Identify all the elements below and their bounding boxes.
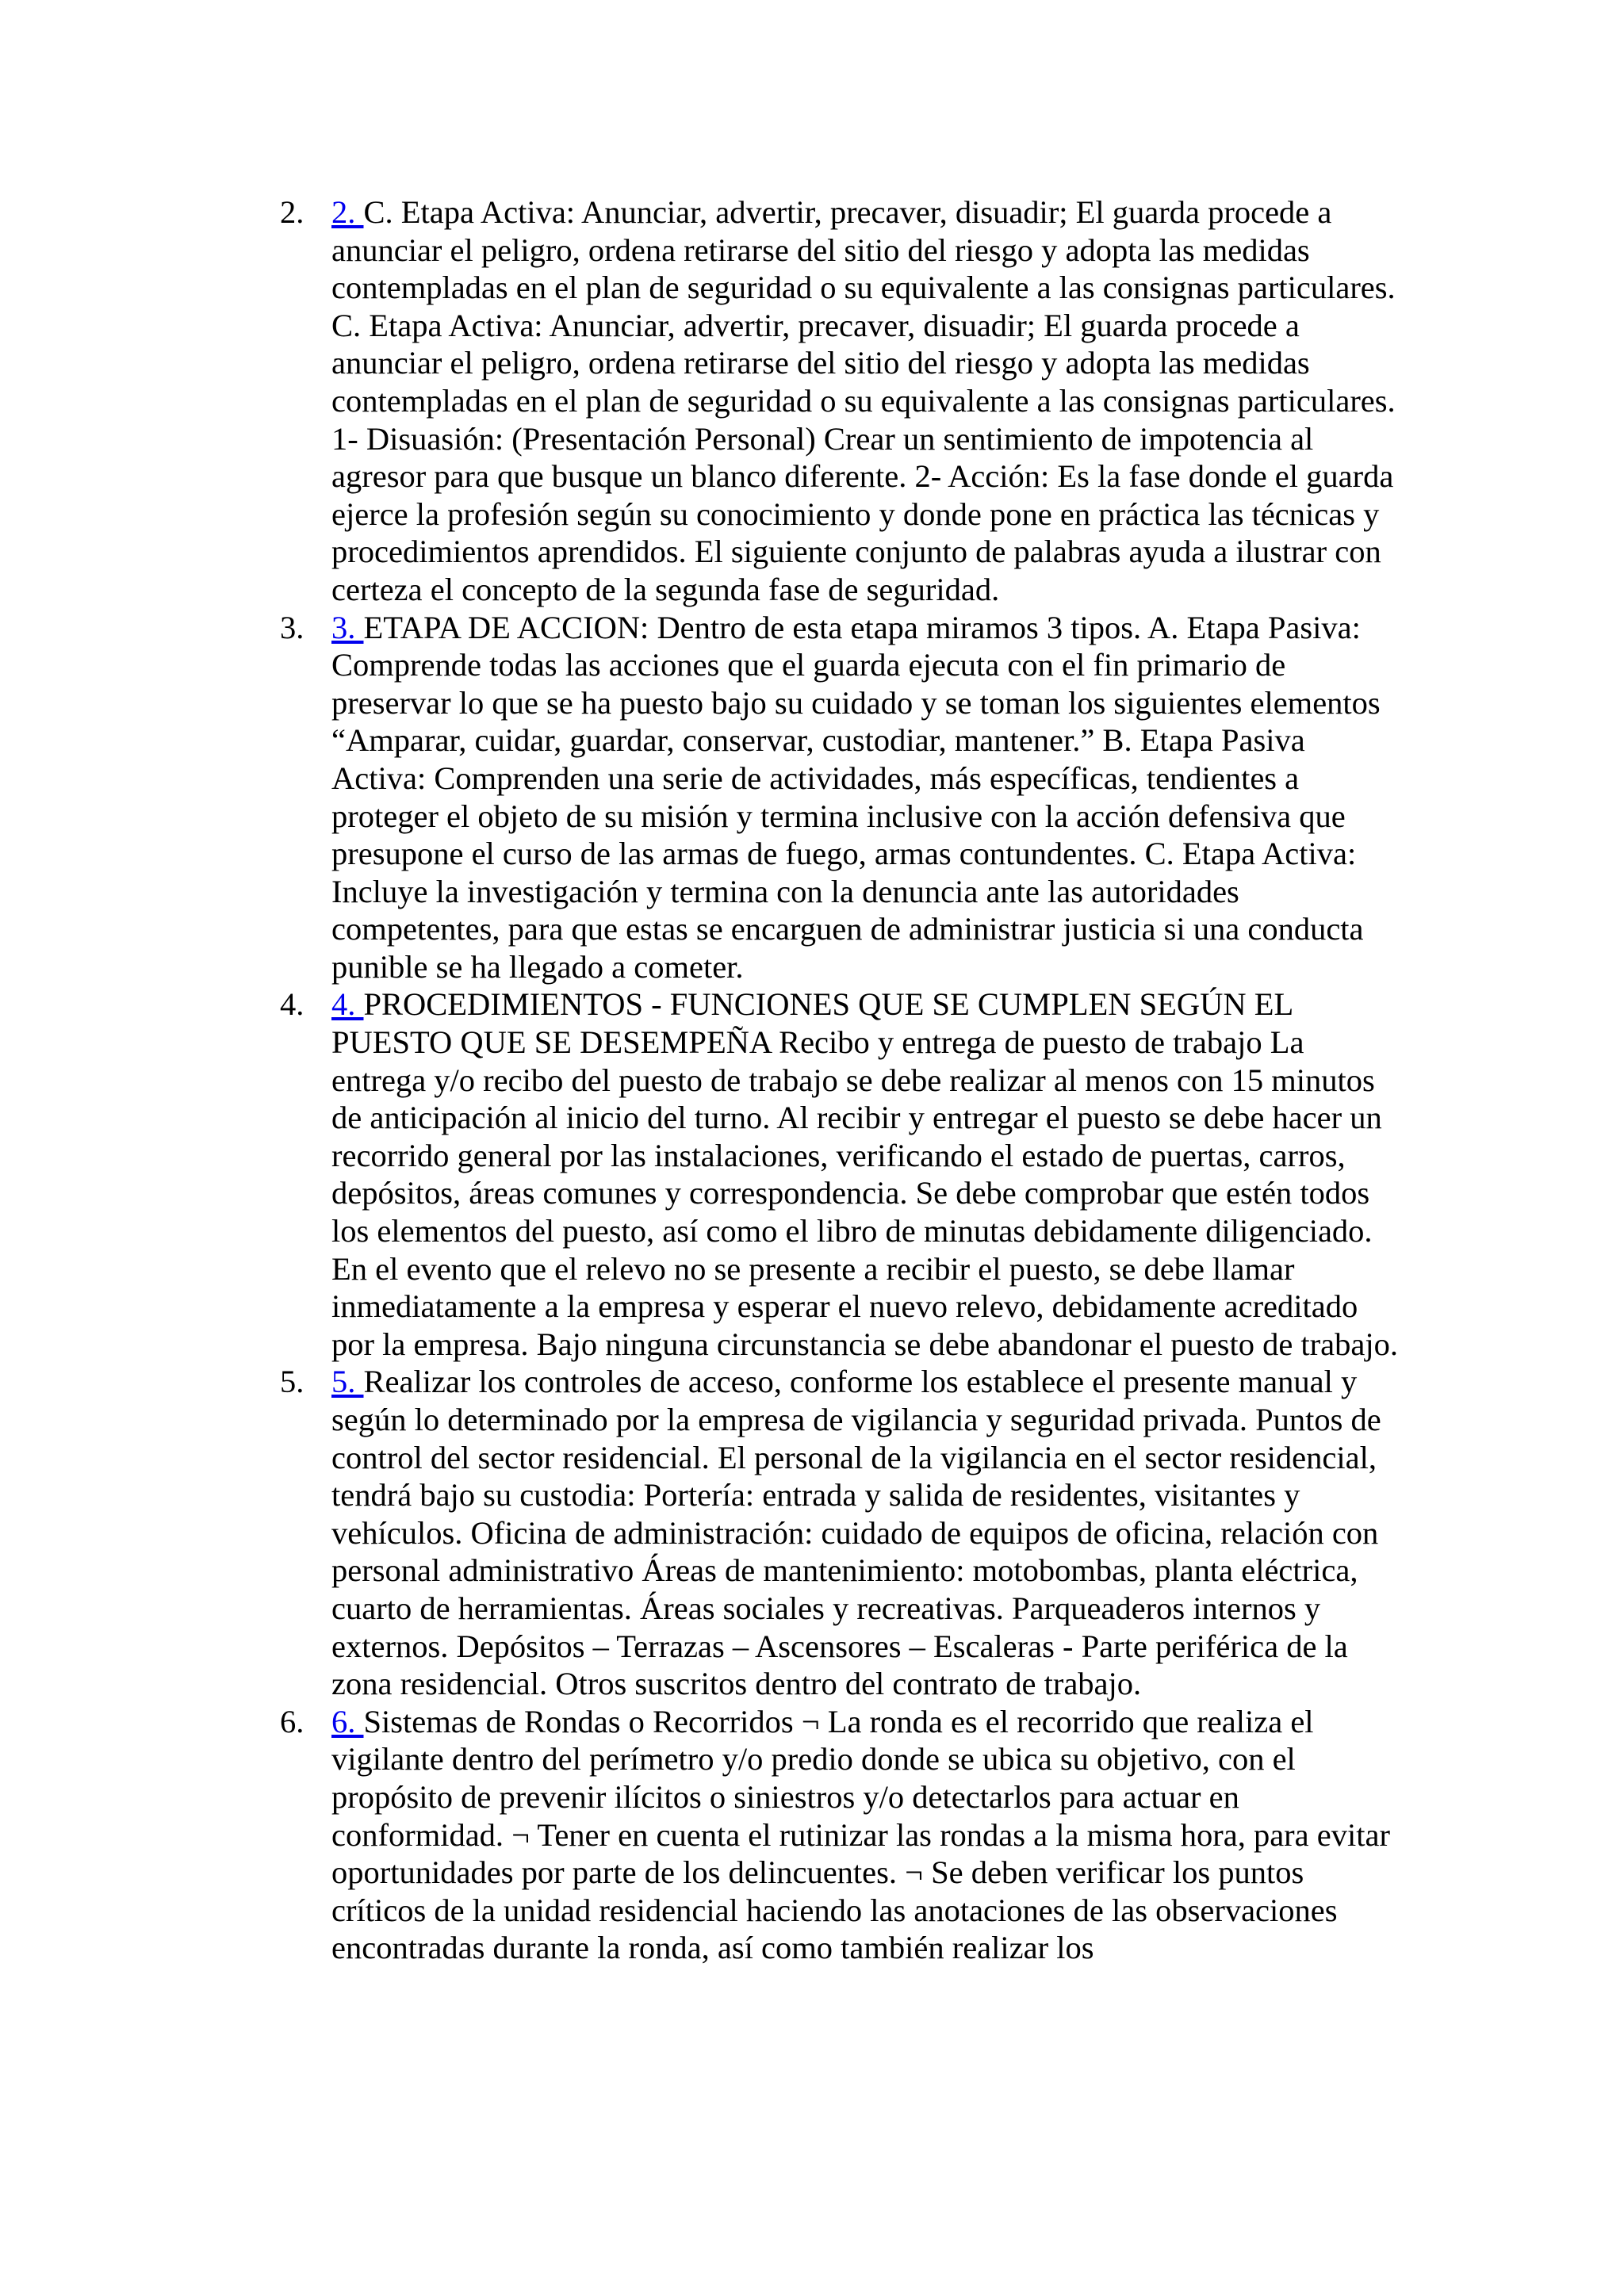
- item-link[interactable]: 4.: [331, 986, 364, 1023]
- item-number: 3.: [280, 609, 304, 645]
- item-text: PROCEDIMIENTOS - FUNCIONES QUE SE CUMPLEN SEGÚN EL PUESTO QUE SE DESEMPEÑA Recibo y entrega de puesto de trabajo La entrega y/o recibo del puesto de trabajo se debe realizar al menos con 15 minutos de anticipación al inicio del turno. Al recibir y entregar el puesto se debe hacer un recorrido general por las instalaciones, verificando el estado de puertas, carros, depósitos, áreas comunes y correspondencia. Se debe comprobar que estén todos los elementos del puesto, así como el libro de minutas debidamente diligenciado. En el evento que el relevo no se presente a recibir el puesto, se debe llamar inmediatamente a la empresa y esperar el nuevo relevo, debidamente acreditado por la empresa. Bajo ninguna circunstancia se debe abandonar el puesto de trabajo.: [331, 986, 1398, 1362]
- item-link[interactable]: 6.: [331, 1703, 364, 1739]
- item-text: C. Etapa Activa: Anunciar, advertir, precaver, disuadir; El guarda procede a anunciar el peligro, ordena retirarse del sitio del riesgo y adopta las medidas contempladas en el plan de seguridad o su equivalente a las consignas particulares. C. Etapa Activa: Anunciar, advertir, precaver, disuadir; El guarda procede a anunciar el peligro, ordena retirarse del sitio del riesgo y adopta las medidas contempladas en el plan de seguridad o su equivalente a las consignas particulares. 1- Disuasión: (Presentación Personal) Crear un sentimiento de impotencia al agresor para que busque un blanco diferente. 2- Acción: Es la fase donde el guarda ejerce la profesión según su conocimiento y donde pone en práctica las técnicas y procedimientos aprendidos. El siguiente conjunto de palabras ayuda a ilustrar con certeza el concepto de la segunda fase de seguridad.: [331, 194, 1396, 607]
- item-number: 2.: [280, 194, 304, 230]
- list-item: [276, 985, 1402, 1363]
- list-item: [276, 609, 1402, 986]
- item-text: Realizar los controles de acceso, conforme los establece el presente manual y según lo determinado por la empresa de vigilancia y seguridad privada. Puntos de control del sector residencial. El personal de la vigilancia en el sector residencial, tendrá bajo su custodia: Portería: entrada y salida de residentes, visitantes y vehículos. Oficina de administración: cuidado de equipos de oficina, relación con personal administrativo Áreas de mantenimiento: motobombas, planta eléctrica, cuarto de herramientas. Áreas sociales y recreativas. Parqueaderos internos y externos. Depósitos – Terrazas – Ascensores – Escaleras - Parte periférica de la zona residencial. Otros suscritos dentro del contrato de trabajo.: [331, 1364, 1381, 1702]
- list-item: [276, 1703, 1402, 1967]
- item-link[interactable]: 2.: [331, 194, 364, 230]
- item-text: Sistemas de Rondas o Recorridos ¬ La ronda es el recorrido que realiza el vigilante dentro del perímetro y/o predio donde se ubica su objetivo, con el propósito de prevenir ilícitos o siniestros y/o detectarlos para actuar en conformidad. ¬ Tener en cuenta el rutinizar las rondas a la misma hora, para evitar oportunidades por parte de los delincuentes. ¬ Se deben verificar los puntos críticos de la unidad residencial haciendo las anotaciones de las observaciones encontradas durante la ronda, así como también realizar los: [331, 1703, 1390, 1966]
- item-number: 5.: [280, 1364, 304, 1400]
- list-item: [276, 193, 1402, 609]
- numbered-list: [276, 193, 1402, 1967]
- item-link[interactable]: 5.: [331, 1364, 364, 1400]
- item-link[interactable]: 3.: [331, 609, 364, 645]
- item-number: 6.: [280, 1703, 304, 1739]
- list-item: [276, 1363, 1402, 1702]
- item-text: ETAPA DE ACCION: Dentro de esta etapa miramos 3 tipos. A. Etapa Pasiva: Comprende todas las acciones que el guarda ejecuta con el fin primario de preservar lo que se ha puesto bajo su cuidado y se toman los siguientes elementos “Amparar, cuidar, guardar, conservar, custodiar, mantener.” B. Etapa Pasiva Activa: Comprenden una serie de actividades, más específicas, tendientes a proteger el objeto de su misión y termina inclusive con la acción defensiva que presupone el curso de las armas de fuego, armas contundentes. C. Etapa Activa: Incluye la investigación y termina con la denuncia ante las autoridades competentes, para que estas se encarguen de administrar justicia si una conducta punible se ha llegado a cometer.: [331, 609, 1381, 985]
- item-number: 4.: [280, 986, 304, 1023]
